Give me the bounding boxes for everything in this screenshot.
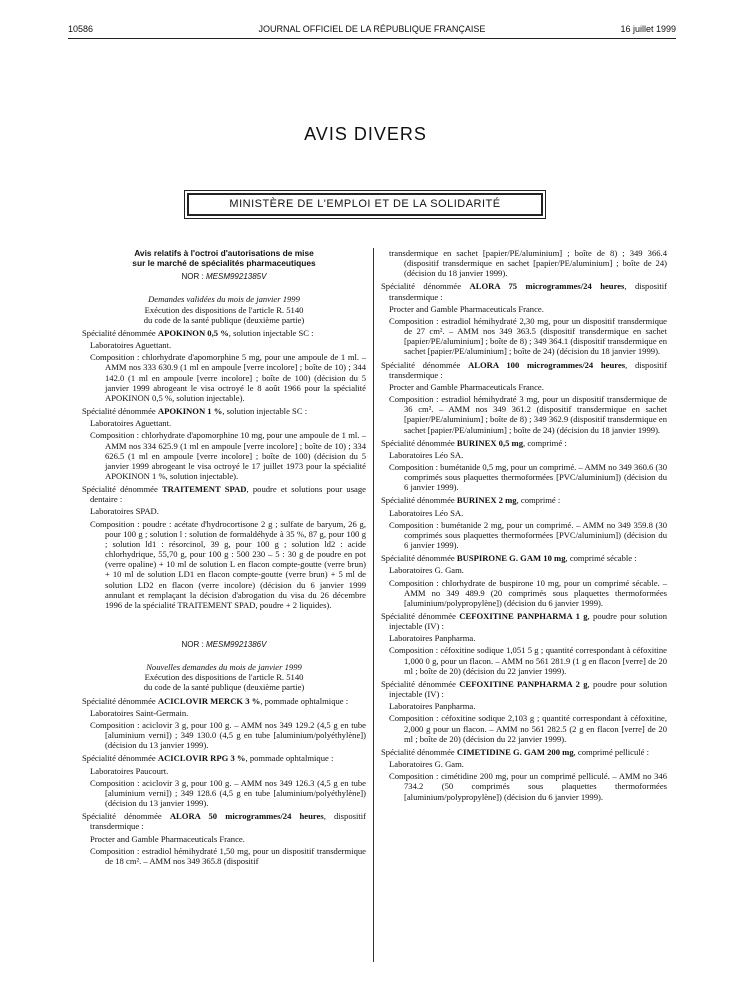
laboratory: Procter and Gamble Pharmaceuticals France. (90, 833, 245, 844)
issue-date: 16 juillet 1999 (620, 24, 676, 34)
specialty-name: ACICLOVIR RPG 3 % (157, 753, 246, 764)
specialty-prefix: Spécialité dénommée (381, 495, 457, 506)
subsection-note-2b: du code de la santé publique (deuxième partie) (143, 682, 305, 693)
article-title-line2: sur le marché de spécialités pharmaceutiques (132, 258, 316, 269)
composition: Composition : chlorhydrate d'apomorphine 10 mg, pour une ampoule de 1 ml. – AMM nos 334 625.9 (1 ml en ampoule [verre incolore] ; boîte de 10) ; 334 626.5 (1 ml en ampoule [verre incolore] ; boîte de 100) (décision du 5 janvier 1999 abrogeant le visa octroyé le 17 juillet 1973 pour la spécialité APOKINON 1 %, solution injectable). (90, 430, 366, 481)
composition: Composition : céfoxitine sodique 1,051 5 g ; quantité correspondant à céfoxitine 1,000 0 g, pour un flacon. – AMM no 561 281.9 (1 g en flacon [verre] de 20 ml ; boîte de 20) (décision du 22 janvier 1999). (389, 645, 667, 676)
laboratory: Laboratoires Aguettant. (90, 418, 172, 429)
specialty-prefix: Spécialité dénommée (381, 553, 457, 564)
laboratory: Laboratoires G. Gam. (389, 565, 464, 576)
specialty-name: APOKINON 1 % (157, 406, 223, 417)
specialty-heading (381, 679, 667, 699)
specialty-heading (381, 747, 667, 757)
specialty-name: CEFOXITINE PANPHARMA 2 g (459, 678, 588, 689)
specialty-form: , dispositif transdermique : (389, 281, 667, 302)
specialty-prefix: Spécialité dénommée (381, 746, 457, 757)
specialty-prefix: Spécialité dénommée (381, 359, 469, 370)
composition: Composition : aciclovir 3 g, pour 100 g. – AMM nos 349 129.2 (4,5 g en tube [aluminium verni]) ; 349 130.0 (4,5 g en tube [aluminium/polyéthylène]) (décision du 13 janvier 1999). (90, 719, 366, 751)
specialty-form: , solution injectable SC : (222, 406, 308, 417)
entries-group-2 (82, 696, 366, 866)
specialty-form: , dispositif transdermique : (90, 811, 366, 832)
specialty-form: , comprimé pelliculé : (573, 746, 650, 757)
laboratory: Laboratoires G. Gam. (389, 759, 464, 770)
specialty-prefix: Spécialité dénommée (82, 811, 170, 822)
subsection-note-2a: Exécution des dispositions de l'article R. 5140 (144, 672, 304, 683)
specialty-heading (381, 495, 667, 505)
specialty-prefix: Spécialité dénommée (381, 678, 460, 689)
specialty-prefix: Spécialité dénommée (381, 611, 460, 621)
specialty-form: , poudre pour solution injectable (IV) : (389, 611, 667, 632)
composition: Composition : bumétanide 0,5 mg, pour un comprimé. – AMM no 349 360.6 (30 comprimés sous plaquettes thermoformées [PVC/aluminium]) (décision du 6 janvier 1999). (389, 461, 667, 493)
laboratory: Procter and Gamble Pharmaceuticals France. (389, 381, 544, 392)
entries-group-1 (82, 328, 366, 610)
subsection-note-1a: Exécution des dispositions de l'article R. 5140 (144, 304, 304, 315)
specialty-name: ACICLOVIR MERCK 3 % (157, 695, 261, 706)
composition: Composition : céfoxitine sodique 2,103 g ; quantité correspondant à céfoxitine, 2,000 g pour un flacon. – AMM no 561 282.5 (2 g en flacon [verre] de 20 ml ; boîte de 20) (décision du 22 janvier 1999). (389, 713, 667, 744)
specialty-name: BUSPIRONE G. GAM 10 mg (456, 553, 566, 564)
laboratory: Laboratoires Léo SA. (389, 507, 464, 518)
specialty-heading (381, 438, 667, 448)
ministry-box: MINISTÈRE DE L'EMPLOI ET DE LA SOLIDARITÉ (187, 193, 543, 216)
specialty-form: , pommade ophtalmique : (260, 695, 349, 706)
subsection-title-1: Demandes validées du mois de janvier 1999 (148, 294, 300, 305)
laboratory: Procter and Gamble Pharmaceuticals France. (389, 303, 544, 314)
laboratory: Laboratoires Aguettant. (90, 340, 172, 351)
article-title-line1: Avis relatifs à l'octroi d'autorisations de mise (134, 248, 314, 258)
specialty-form: , solution injectable SC : (228, 327, 314, 338)
right-column (381, 248, 667, 802)
left-column (82, 248, 366, 866)
header-rule (68, 38, 676, 39)
specialty-heading (82, 696, 366, 706)
composition: Composition : bumétanide 2 mg, pour un comprimé. – AMM no 349 359.8 (30 comprimés sous plaquettes thermoformées [PVC/aluminium]) (décision du 6 janvier 1999). (389, 519, 667, 551)
specialty-prefix: Spécialité dénommée (82, 753, 158, 764)
specialty-name: CEFOXITINE PANPHARMA 1 g (459, 611, 588, 621)
specialty-name: BURINEX 2 mg (456, 495, 517, 506)
specialty-form: , comprimé sécable : (565, 553, 637, 564)
subsection-note-1b: du code de la santé publique (deuxième partie) (143, 314, 305, 325)
page-header (68, 24, 676, 38)
specialty-name: ALORA 50 microgrammes/24 heures (169, 811, 324, 822)
composition-continued: transdermique en sachet [papier/PE/aluminium] ; boîte de 8) ; 349 366.4 (dispositif transdermique en sachet [papier/PE/aluminium] ; boîte de 24) (décision du 18 janvier 1999). (389, 248, 667, 279)
composition: Composition : aciclovir 3 g, pour 100 g. – AMM nos 349 126.3 (4,5 g en tube [aluminium verni]) ; 349 128.6 (4,5 g en tube [aluminium/polyéthylène]) (décision du 13 janvier 1999). (90, 777, 366, 809)
composition: Composition : chlorhydrate de buspirone 10 mg, pour un comprimé sécable. – AMM no 349 489.9 (20 comprimés sous plaquettes thermoformées [aluminium/polypropylène]) (décision du 6 janvier 1999). (389, 577, 667, 608)
specialty-heading (82, 406, 366, 416)
subsection-title-2: Nouvelles demandes du mois de janvier 1999 (146, 662, 302, 673)
composition: Composition : poudre : acétate d'hydrocortisone 2 g ; sulfate de baryum, 26 g, pour 100 g ; solution l : solution de formaldéhyde à 35 %, 87 g, pour 100 g ; solution ld1 : résorcinol, 39 g, pour 100 g ; solution ld2 : acide chlorhydrique, 55,70 g, pour 100 g : 500 230 – 5 : 30 g de poudre en pot (verre opaline) + 10 ml de solution L en flacon compte-goutte (verre brun) + 10 ml de solution LD1 en flacon compte-goutte (verre brun) + 5 ml de solution LD2 en flacon (verre incolore) (décision du 6 janvier 1999 annulant et remplaçant la décision d'abrogation du visa du 26 décembre 1996 de la spécialité TRAITEMENT SPAD, poudre + 2 liquides). (90, 518, 366, 610)
specialty-prefix: Spécialité dénommée (82, 695, 158, 706)
specialty-heading (381, 281, 667, 301)
composition: Composition : chlorhydrate d'apomorphine 5 mg, pour une ampoule de 1 ml. – AMM nos 333 630.9 (1 ml en ampoule [verre incolore] ; boîte de 10) ; 344 142.0 (1 ml en ampoule [verre incolore] ; boîte de 100) (décision du 5 janvier 1999 abrogeant le visa octroyé le 8 août 1966 pour la spécialité APOKINON 0,5 %, solution injectable). (90, 352, 366, 403)
nor-reference-2 (82, 640, 366, 650)
specialty-name: ALORA 75 microgrammes/24 heures (469, 281, 625, 292)
specialty-name: TRAITEMENT SPAD (161, 484, 247, 495)
specialty-prefix: Spécialité dénommée (82, 327, 158, 338)
specialty-form: , dispositif transdermique : (389, 359, 667, 380)
laboratory: Laboratoires Saint-Germain. (90, 707, 189, 718)
specialty-prefix: Spécialité dénommée (82, 484, 162, 495)
laboratory: Laboratoires Paucourt. (90, 765, 169, 776)
section-title: AVIS DIVERS (304, 124, 427, 144)
nor-reference-1 (82, 272, 366, 282)
specialty-heading (82, 753, 366, 763)
specialty-prefix: Spécialité dénommée (82, 406, 158, 417)
specialty-form: , comprimé : (523, 437, 567, 448)
specialty-form: , pommade ophtalmique : (245, 753, 334, 764)
specialty-name: APOKINON 0,5 % (157, 327, 229, 338)
specialty-name: ALORA 100 microgrammes/24 heures (468, 359, 626, 370)
specialty-heading (381, 553, 667, 563)
composition: Composition : estradiol hémihydraté 3 mg, pour un dispositif transdermique de 36 cm². – AMM nos 349 361.2 (dispositif transdermique en sachet [papier/PE/aluminium] ; boîte de 8) ; 349 362.9 (dispositif transdermique en sachet [papier/PE/aluminium] ; boîte de 24) (décision du 18 janvier 1999). (389, 394, 667, 435)
specialty-heading (381, 611, 667, 631)
laboratory: Laboratoires SPAD. (90, 506, 159, 517)
specialty-heading (381, 360, 667, 380)
specialty-heading (82, 811, 366, 831)
composition: Composition : cimétidine 200 mg, pour un comprimé pelliculé. – AMM no 346 734.2 (50 comprimés sous plaquettes thermoformées [aluminium/polypropylène]) (décision du 6 janvier 1999). (389, 771, 667, 802)
specialty-name: BURINEX 0,5 mg (456, 437, 524, 448)
nor-label: NOR : (181, 272, 204, 282)
composition: Composition : estradiol hémihydraté 2,30 mg, pour un dispositif transdermique de 27 cm². – AMM nos 349 363.5 (dispositif transdermique en sachet [papier/PE/aluminium] ; boîte de 8) ; 349 364.1 (dispositif transdermique en sachet [papier/PE/aluminium] ; boîte de 24) (décision du 18 janvier 1999). (389, 315, 667, 357)
entries-group-3 (381, 281, 667, 801)
specialty-name: CIMETIDINE G. GAM 200 mg (456, 746, 574, 757)
specialty-form: , poudre pour solution injectable (IV) : (389, 678, 667, 700)
specialty-heading (82, 328, 366, 338)
column-divider (373, 248, 374, 962)
specialty-form: , comprimé : (516, 495, 561, 506)
journal-title: JOURNAL OFFICIEL DE LA RÉPUBLIQUE FRANÇAISE (258, 24, 486, 34)
specialty-prefix: Spécialité dénommée (381, 281, 470, 292)
nor-label: NOR : (181, 640, 204, 649)
specialty-prefix: Spécialité dénommée (381, 437, 457, 448)
nor-code: MESM9921385V (205, 272, 267, 282)
specialty-form: , poudre et solutions pour usage dentaire : (90, 484, 366, 505)
specialty-heading (82, 484, 366, 504)
laboratory: Laboratoires Panpharma. (389, 701, 476, 712)
laboratory: Laboratoires Panpharma. (389, 633, 476, 644)
composition: Composition : estradiol hémihydraté 1,50 mg, pour un dispositif transdermique de 18 cm². – AMM nos 349 365.8 (dispositif (90, 845, 366, 866)
nor-code: MESM9921386V (205, 640, 267, 649)
laboratory: Laboratoires Léo SA. (389, 449, 464, 460)
page-number: 10586 (68, 24, 94, 34)
